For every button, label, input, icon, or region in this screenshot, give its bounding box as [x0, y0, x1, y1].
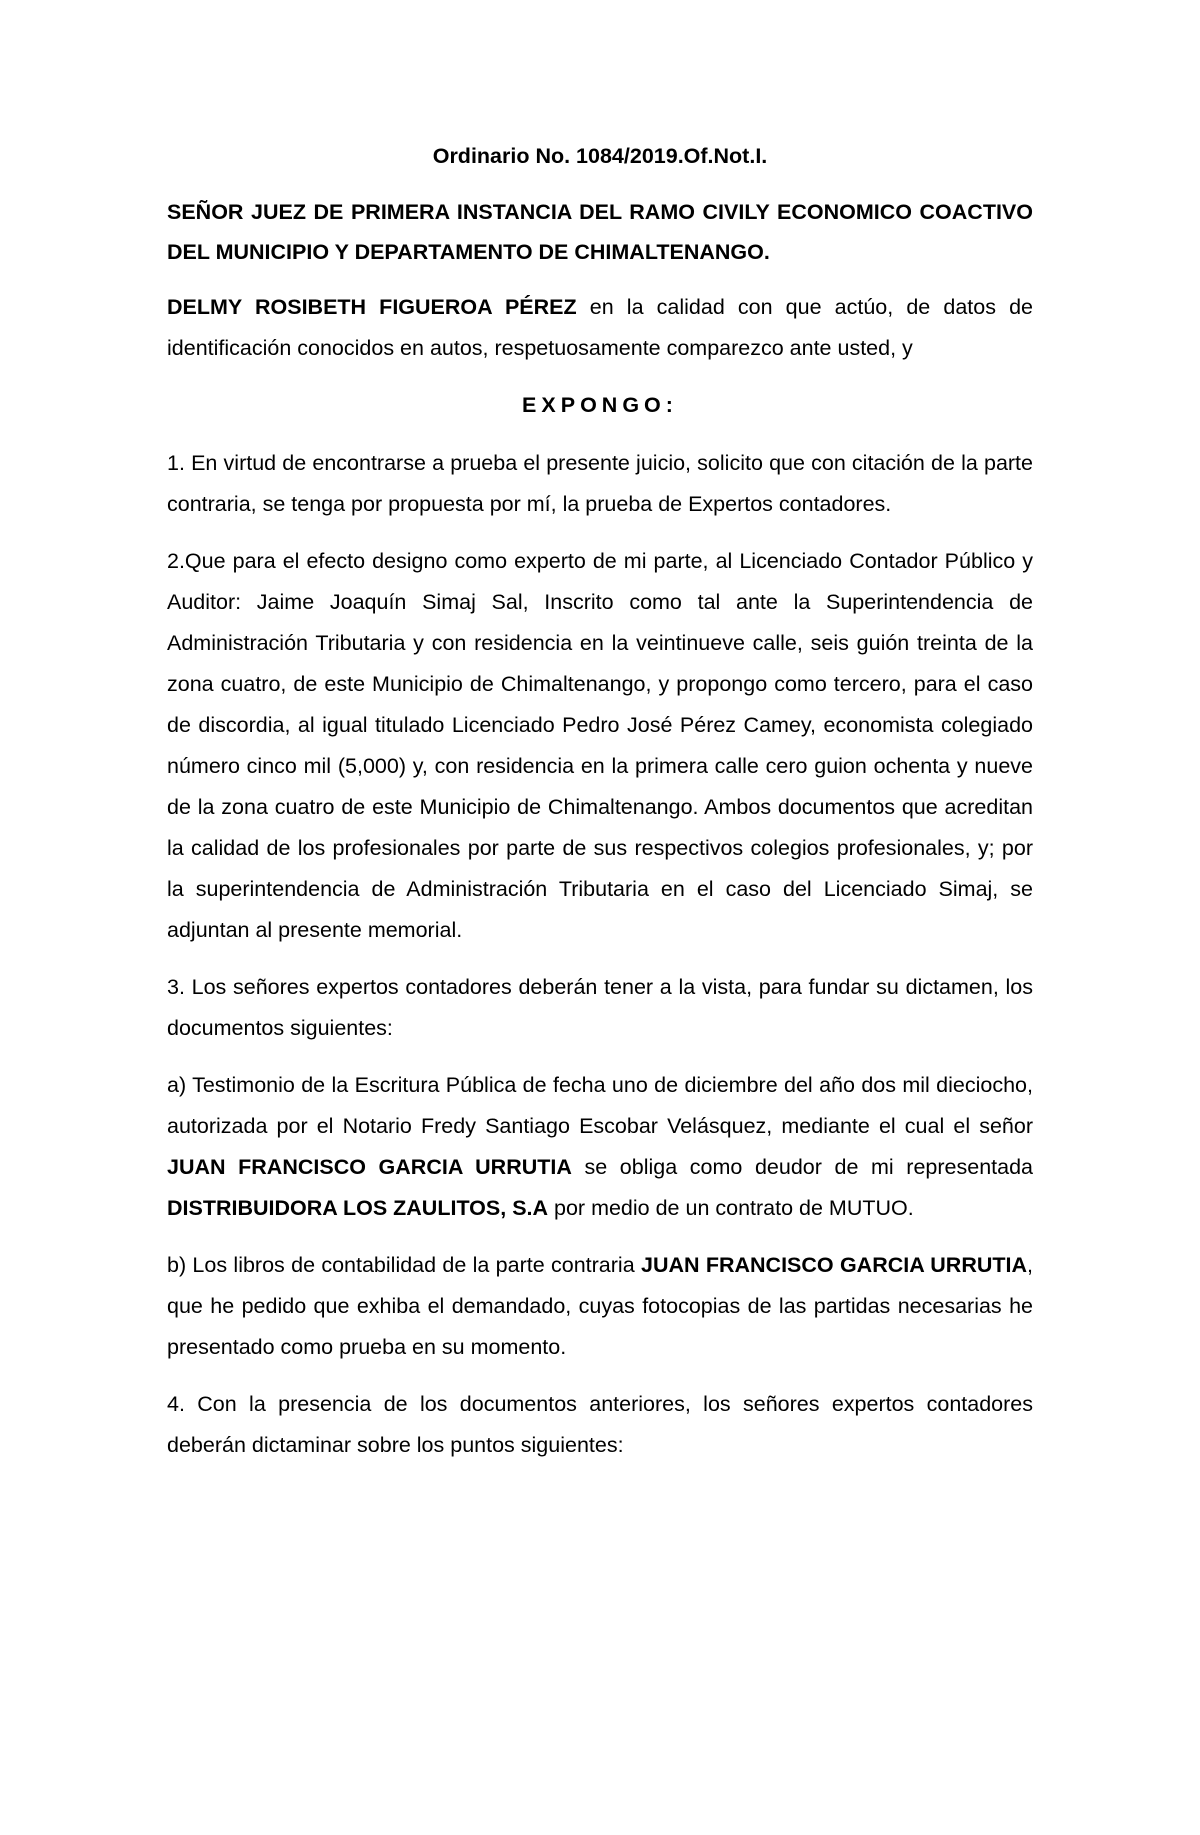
paragraph-a-text-3: por medio de un contrato de MUTUO.	[548, 1196, 914, 1220]
intro-paragraph	[167, 287, 1033, 369]
paragraph-a	[167, 1065, 1033, 1229]
paragraph-1: 1. En virtud de encontrarse a prueba el presente juicio, solicito que con citación de la parte contraria, se tenga por propuesta por mí, la prueba de Expertos contadores.	[167, 451, 1033, 516]
paragraph-a-text-2: se obliga como deudor de mi representada	[571, 1155, 1033, 1179]
addressee: SEÑOR JUEZ DE PRIMERA INSTANCIA DEL RAMO CIVILY ECONOMICO COACTIVO DEL MUNICIPIO Y DEPARTAMENTO DE CHIMALTENANGO.	[167, 200, 1033, 264]
intro-text: en la calidad con que actúo, de datos de identificación conocidos en autos, respetuosamente comparezco ante usted, y	[167, 295, 1033, 360]
petitioner-name: DELMY ROSIBETH FIGUEROA PÉREZ	[167, 295, 577, 319]
paragraph-2: 2.Que para el efecto designo como experto de mi parte, al Licenciado Contador Público y Auditor: Jaime Joaquín Simaj Sal, Inscrito como tal ante la Superintendencia de Administración Tributaria y con residencia en la veintinueve calle, seis guión treinta de la zona cuatro, de este Municipio de Chimaltenango, y propongo como tercero, para el caso de discordia, al igual titulado Licenciado Pedro José Pérez Camey, economista colegiado número cinco mil (5,000) y, con residencia en la primera calle cero guion ochenta y nueve de la zona cuatro de este Municipio de Chimaltenango. Ambos documentos que acreditan la calidad de los profesionales por parte de sus respectivos colegios profesionales, y; por la superintendencia de Administración Tributaria en el caso del Licenciado Simaj, se adjuntan al presente memorial.	[167, 549, 1033, 942]
paragraph-b	[167, 1245, 1033, 1368]
paragraph-b-text-1: b) Los libros de contabilidad de la parte contraria	[167, 1253, 641, 1277]
section-heading: EXPONGO:	[522, 393, 678, 417]
paragraph-b-text-2: , que he pedido que exhiba el demandado, cuyas fotocopias de las partidas necesarias he presentado como prueba en su momento.	[167, 1253, 1034, 1359]
document-body	[167, 136, 1033, 1482]
company-name: DISTRIBUIDORA LOS ZAULITOS, S.A	[167, 1196, 549, 1220]
debtor-name: JUAN FRANCISCO GARCIA URRUTIA	[167, 1155, 572, 1179]
paragraph-3: 3. Los señores expertos contadores deberán tener a la vista, para fundar su dictamen, los documentos siguientes:	[167, 975, 1033, 1040]
paragraph-a-text-1: a) Testimonio de la Escritura Pública de fecha uno de diciembre del año dos mil dieciocho, autorizada por el Notario Fredy Santiago Escobar Velásquez, mediante el cual el señor	[167, 1073, 1033, 1138]
paragraph-4: 4. Con la presencia de los documentos anteriores, los señores expertos contadores deberán dictaminar sobre los puntos siguientes:	[167, 1392, 1033, 1457]
case-reference: Ordinario No. 1084/2019.Of.Not.I.	[432, 144, 768, 168]
counterparty-name: JUAN FRANCISCO GARCIA URRUTIA	[640, 1253, 1028, 1277]
